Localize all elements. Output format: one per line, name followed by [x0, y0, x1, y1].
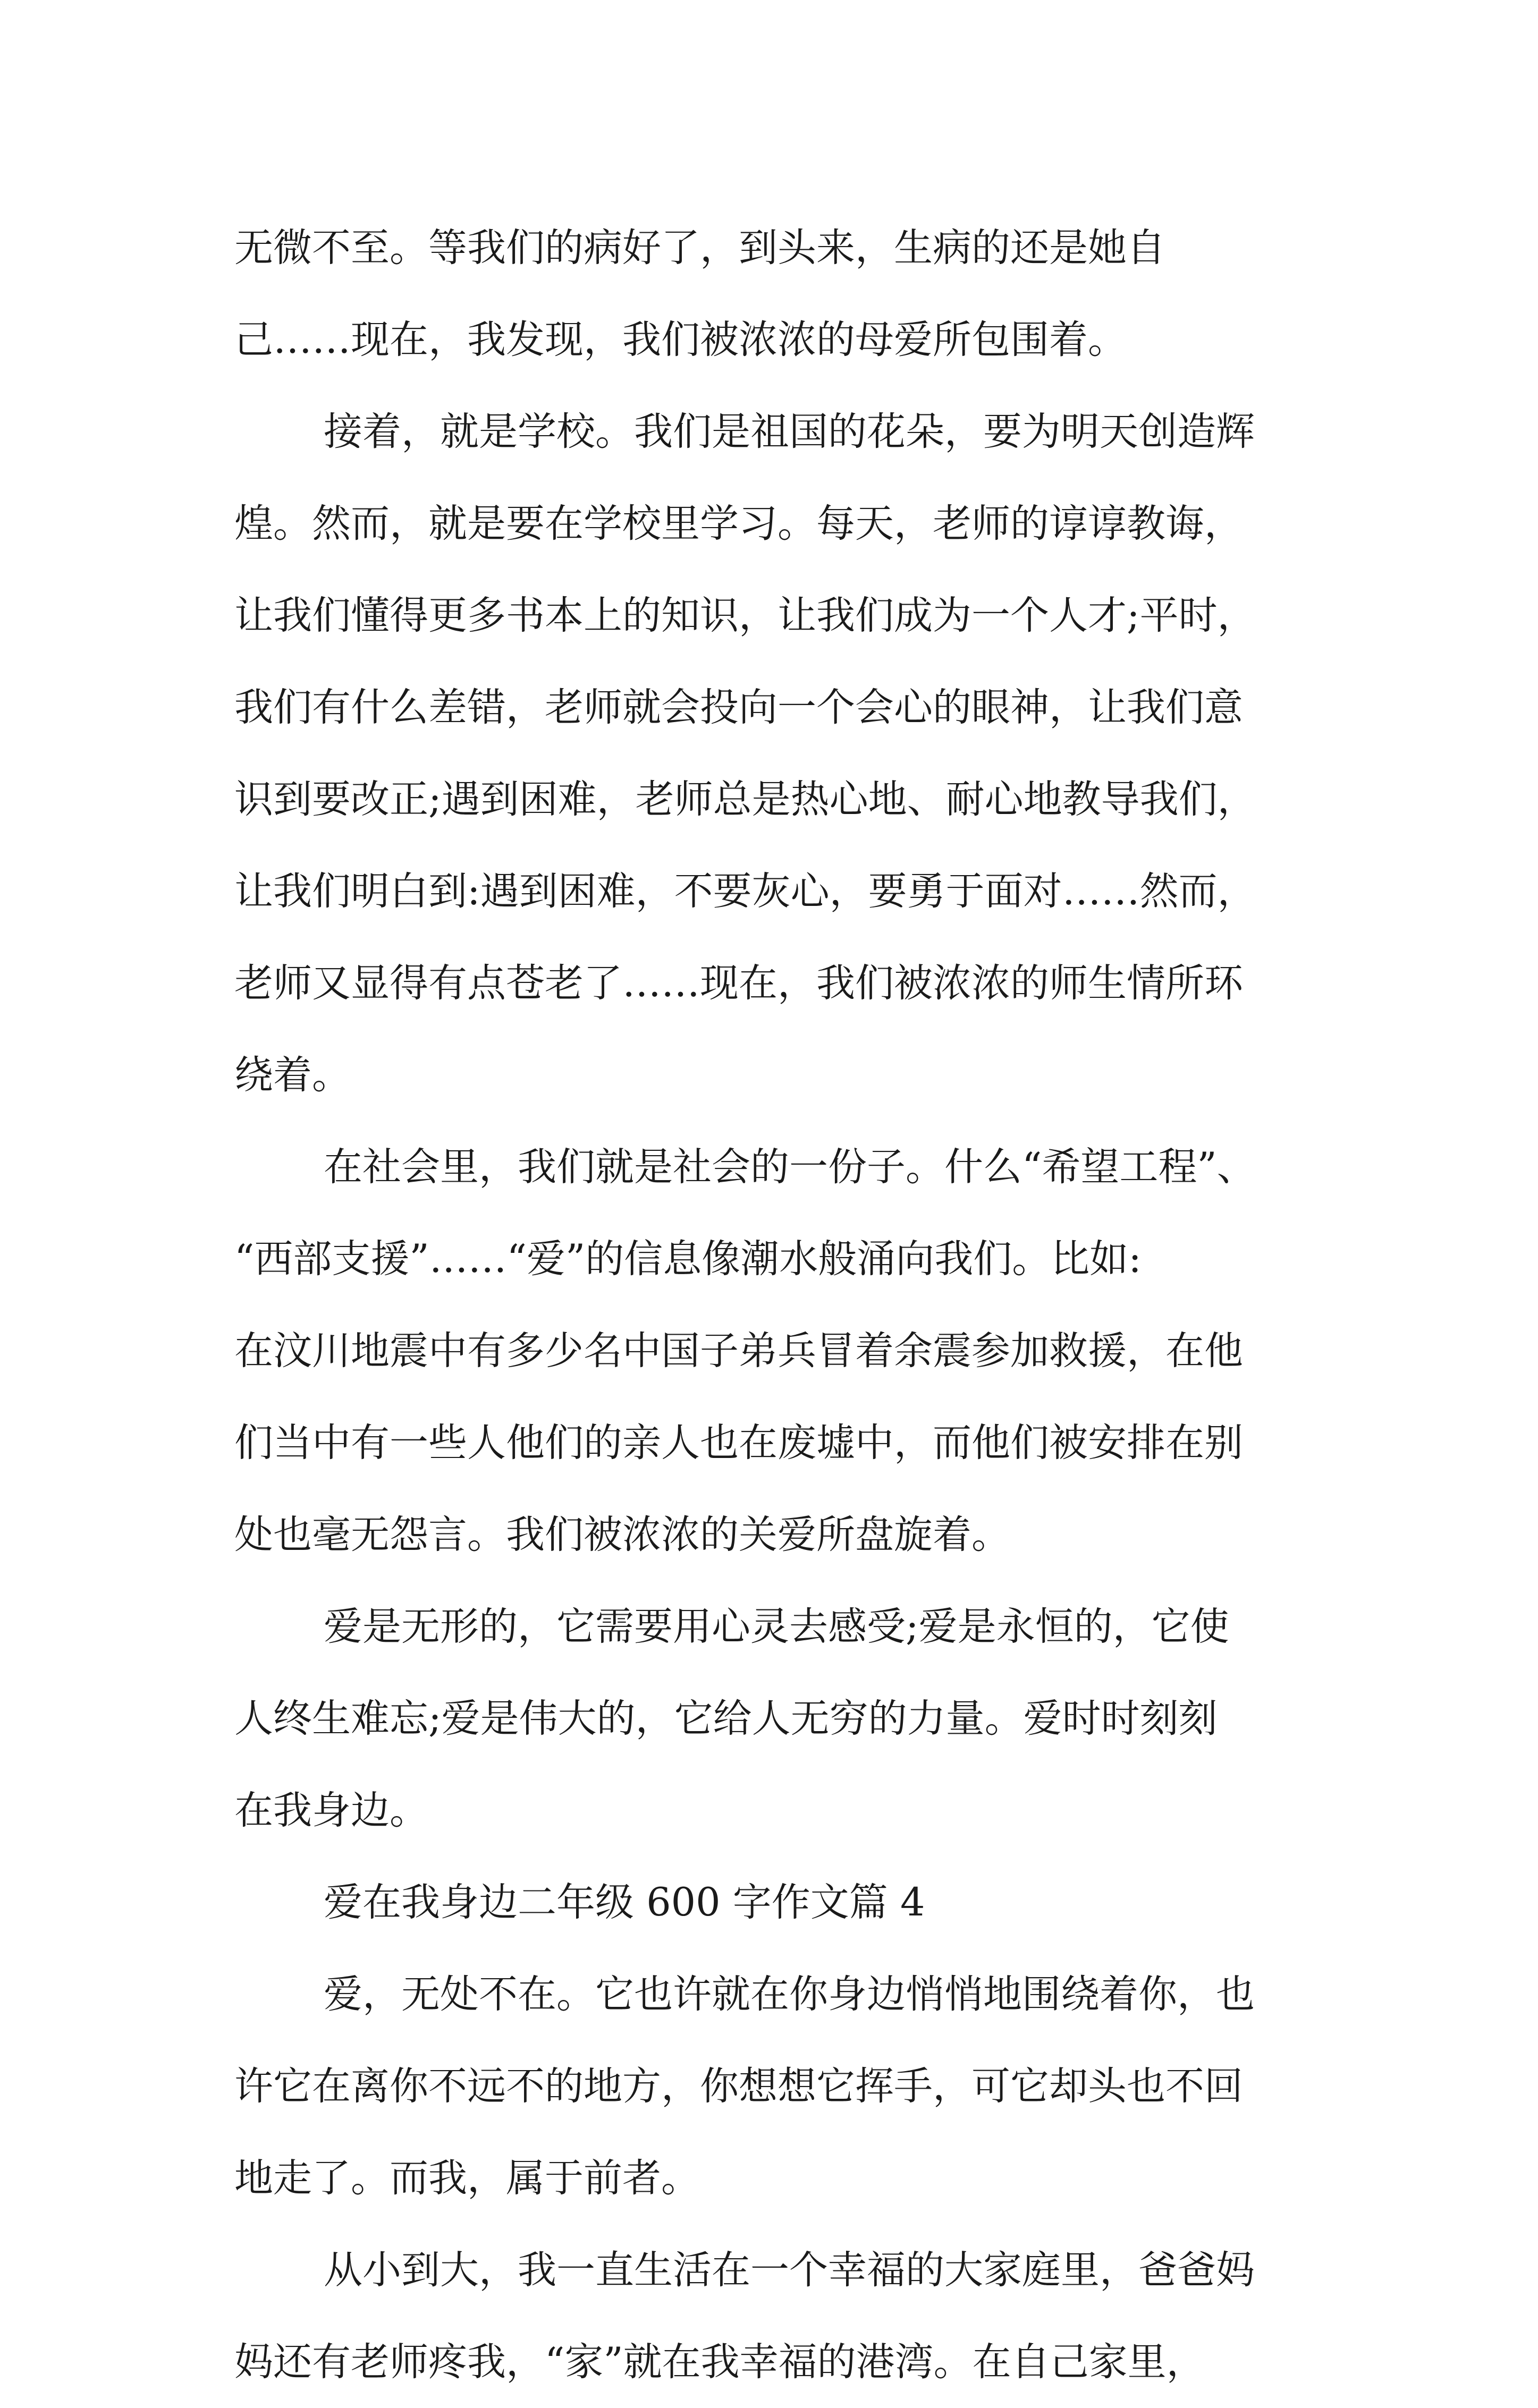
paragraph-school — [234, 386, 1319, 1121]
text-line: 人终生难忘;爱是伟大的，它给人无穷的力量。爱时时刻刻 — [234, 1696, 1218, 1741]
text-line: 让我们明白到:遇到困难，不要灰心，要勇于面对……然而， — [234, 869, 1256, 914]
text-line: 在社会里，我们就是社会的一份子。什么“希望工程”、 — [324, 1144, 1256, 1190]
text-line: 们当中有一些人他们的亲人也在废墟中，而他们被安排在别 — [234, 1420, 1243, 1465]
text-line: “西部支援”……“爱”的信息像潮水般涌向我们。比如: — [234, 1236, 1142, 1282]
paragraph-society — [234, 1121, 1319, 1581]
text-line: 绕着。 — [234, 1053, 351, 1098]
text-line: 妈还有老师疼我，“家”就在我幸福的港湾。在自己家里， — [234, 2339, 1205, 2385]
text-line: 在汶川地震中有多少名中国子弟兵冒着余震参加救援，在他 — [234, 1328, 1243, 1373]
text-line: 己……现在，我发现，我们被浓浓的母爱所包围着。 — [234, 317, 1127, 362]
paragraph-love-is — [234, 1581, 1319, 1856]
article-body — [234, 202, 1319, 2408]
text-line: 爱，无处不在。它也许就在你身边悄悄地围绕着你，也 — [324, 1972, 1255, 2017]
paragraph-mother-love — [234, 202, 1319, 386]
text-line: 煌。然而，就是要在学校里学习。每天，老师的谆谆教诲， — [234, 501, 1243, 546]
text-line: 地走了。而我，属于前者。 — [234, 2156, 700, 2201]
text-line: 处也毫无怨言。我们被浓浓的关爱所盘旋着。 — [234, 1512, 1010, 1557]
heading-line: 爱在我身边二年级 600 字作文篇 4 — [324, 1880, 925, 1925]
text-line: 爱是无形的，它需要用心灵去感受;爱是永恒的，它使 — [324, 1604, 1229, 1649]
text-line: 让我们懂得更多书本上的知识，让我们成为一个人才;平时， — [234, 593, 1256, 638]
paragraph-love-everywhere — [234, 1948, 1319, 2224]
section-heading — [234, 1856, 1319, 1948]
paragraph-family — [234, 2224, 1319, 2408]
text-line: 识到要改正;遇到困难，老师总是热心地、耐心地教导我们， — [234, 777, 1256, 822]
text-line: 接着，就是学校。我们是祖国的花朵，要为明天创造辉 — [324, 409, 1255, 454]
text-line: 从小到大，我一直生活在一个幸福的大家庭里，爸爸妈 — [324, 2248, 1255, 2293]
text-line: 在我身边。 — [234, 1788, 428, 1833]
text-line: 许它在离你不远不的地方，你想想它挥手，可它却头也不回 — [234, 2064, 1243, 2109]
text-line: 老师又显得有点苍老了……现在，我们被浓浓的师生情所环 — [234, 961, 1243, 1006]
text-line: 无微不至。等我们的病好了，到头来，生病的还是她自 — [234, 225, 1165, 270]
text-line: 我们有什么差错，老师就会投向一个会心的眼神，让我们意 — [234, 685, 1243, 730]
